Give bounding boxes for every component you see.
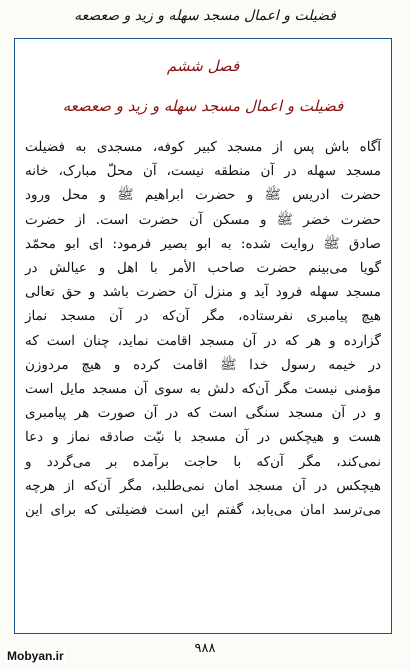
- page-number: ۹۸۸: [194, 641, 216, 656]
- text-line: گویا می‌بینم حضرت صاحب الأمر با اهل و عیالش در: [25, 260, 381, 277]
- text-line: آگاه باش پس از مسجد کبیر کوفه، مسجدی به فضیلت: [25, 139, 381, 155]
- running-header: فضیلت و اعمال مسجد سهله و زید و صعصعه: [74, 8, 336, 24]
- text-line: هیچکس در آن مسجد امان نمی‌طلبد، مگر آن‌که از هرچه: [25, 477, 381, 494]
- section-title: فضیلت و اعمال مسجد سهله و زید و صعصعه: [62, 97, 344, 115]
- text-line: هیچ پیامبری نفرستاده، مگر آن‌که در آن مسجد نماز: [25, 308, 381, 325]
- text-line: مسجد سهله فرود آید و منزل آن حضرت باشد و حق تعالی: [25, 284, 381, 301]
- text-frame: [14, 38, 392, 634]
- text-line: می‌ترسد امان می‌یابد، گفتم این است فضیلتی که برای این: [25, 502, 381, 519]
- site-watermark: Mobyan.ir: [7, 649, 64, 663]
- text-line: حضرت ادریس ﷺ و حضرت ابراهیم ﷺ و محل ورود: [25, 187, 381, 204]
- text-line: صادق ﷺ روایت شده: به ابو بصیر فرمود: ای ابو محمّد: [25, 235, 381, 252]
- text-line: هست و هیچکس در آن مسجد با نیّت صادقه نماز و دعا: [25, 429, 381, 446]
- text-line: مؤمنی نیست مگر آن‌که دلش به سوی آن مسجد مایل است: [25, 381, 381, 398]
- text-line: نمی‌کند، مگر آن‌که با حاجت برآمده بر می‌گردد و: [25, 453, 381, 470]
- text-line: حضرت خضر ﷺ و مسکن آن حضرت است. از حضرت: [25, 211, 381, 228]
- text-line: گزارده و هر که در آن مسجد اقامت نماید، چنان است که: [25, 332, 381, 349]
- text-line: در خیمه رسول خدا ﷺ اقامت کرده و هیچ مردوزن: [25, 356, 381, 373]
- text-line: و در آن مسجد سنگی است که در آن صورت هر پیامبری: [25, 405, 381, 422]
- chapter-title: فصل ششم: [166, 57, 240, 75]
- body-text: [25, 135, 381, 621]
- text-line: مسجد سهله در آن منطقه نیست، آن محلّ مبارک، خانه: [25, 163, 381, 180]
